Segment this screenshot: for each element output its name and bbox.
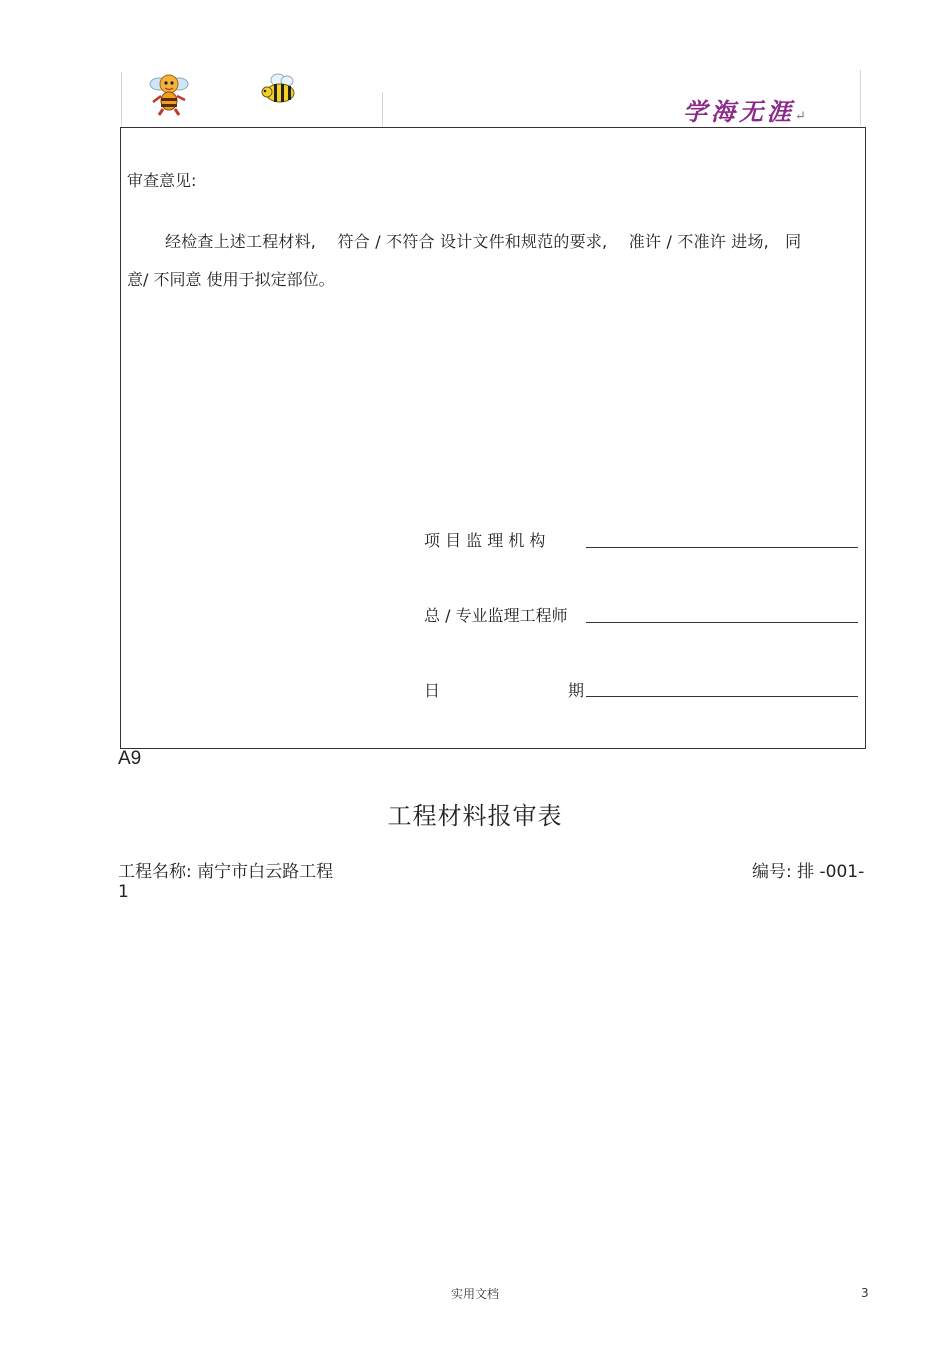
brand-text: 学海无涯	[683, 97, 795, 126]
page-title: 工程材料报审表	[387, 802, 563, 830]
bee-mascot-icon	[146, 70, 192, 116]
page-number: 3	[861, 1286, 869, 1300]
form-number-label: 编号:	[752, 862, 792, 882]
footer-text: 实用文档	[450, 1287, 499, 1301]
project-name	[118, 857, 333, 882]
form-code: A9	[118, 748, 142, 769]
form-number-value: 排 -001-	[797, 862, 865, 882]
header-divider-left	[121, 72, 122, 126]
brand-logo	[683, 92, 806, 127]
project-name-label: 工程名称:	[118, 862, 192, 882]
date-signature-line[interactable]	[586, 696, 858, 697]
flying-bee-icon	[256, 72, 298, 106]
return-mark: ↵	[795, 109, 806, 124]
header-divider-right	[860, 70, 861, 126]
review-opinion-line-2: 意/ 不同意 使用于拟定部位。	[127, 270, 335, 289]
supervisor-org-signature-line[interactable]	[586, 547, 858, 548]
date-label-end: 期	[568, 681, 585, 700]
project-name-value: 南宁市白云路工程	[197, 862, 334, 882]
supervisor-org-label: 项 目 监 理 机 构	[424, 531, 546, 550]
review-heading: 审查意见:	[127, 171, 197, 190]
engineer-label: 总 / 专业监理工程师	[424, 606, 568, 625]
review-opinion-line-1: 经检查上述工程材料, 符合 / 不符合 设计文件和规范的要求, 准许 / 不准许 进场, 同	[165, 232, 802, 251]
form-number-wrap: 1	[118, 882, 129, 902]
form-number	[752, 857, 864, 882]
engineer-signature-line[interactable]	[586, 622, 858, 623]
header-divider-middle	[382, 92, 383, 126]
date-label-start: 日	[424, 681, 441, 700]
review-opinion-box	[120, 127, 866, 749]
